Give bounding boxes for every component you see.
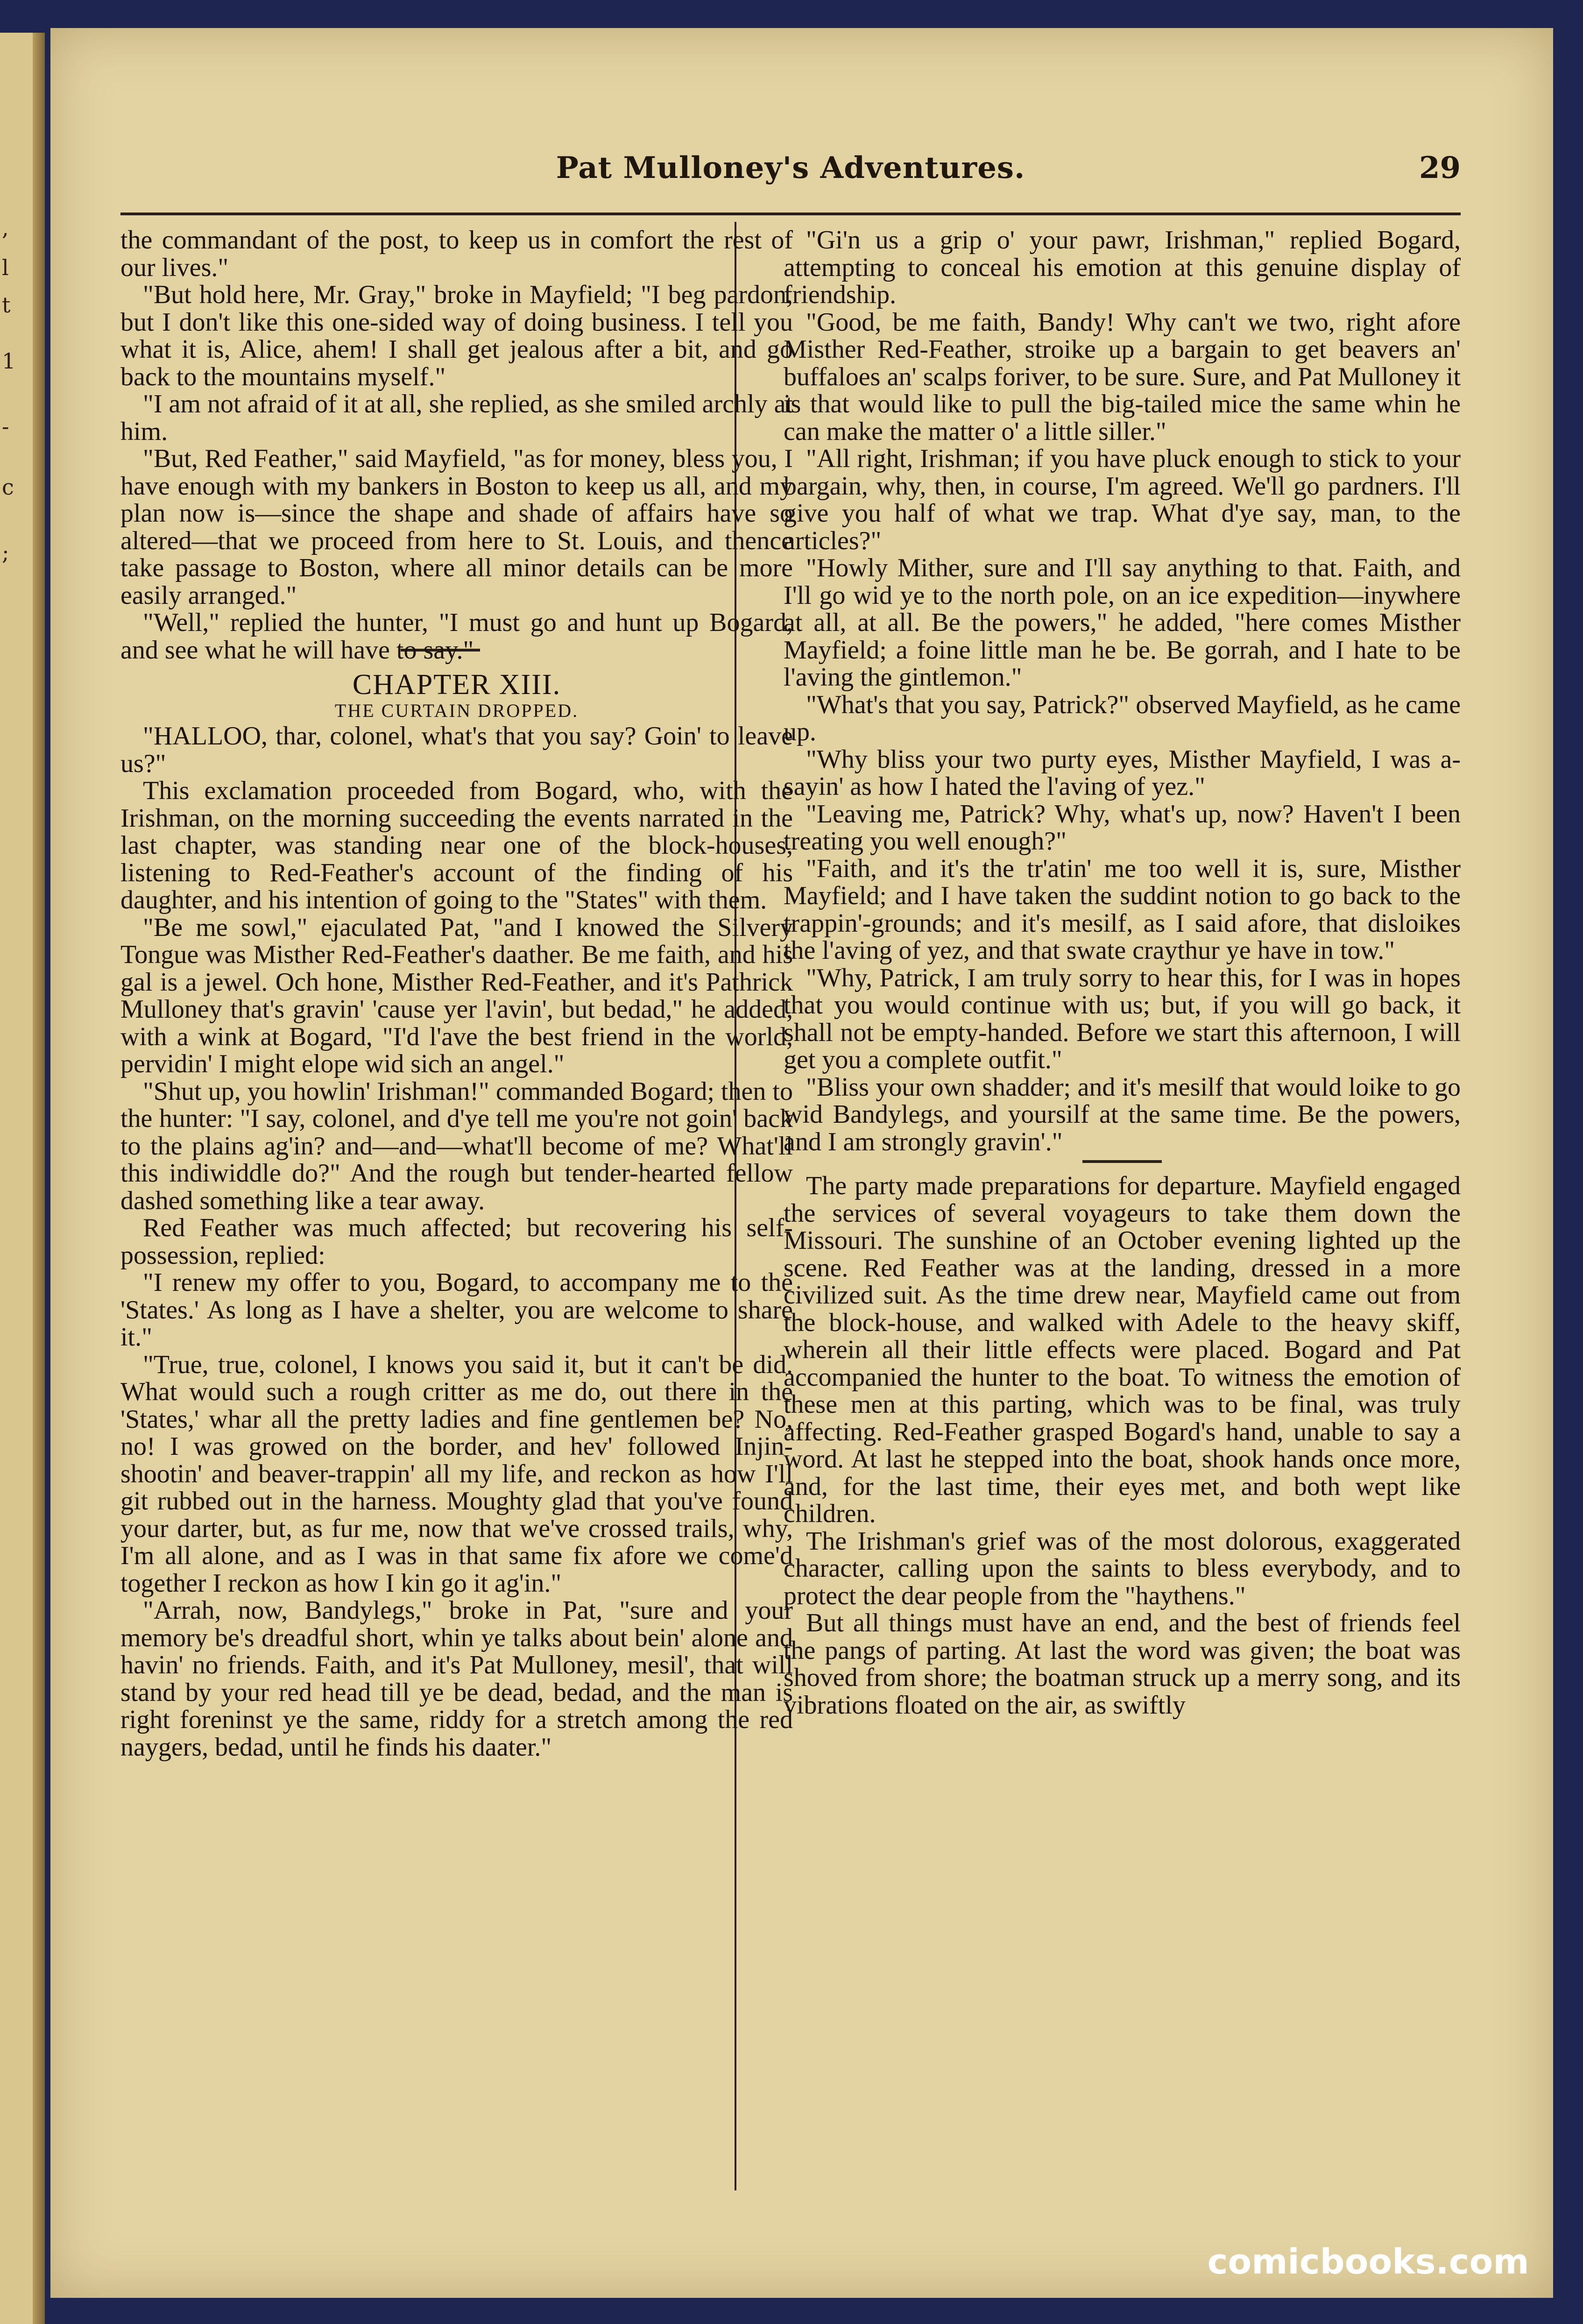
paragraph: "Howly Mither, sure and I'll say anything to that. Faith, and I'll go wid ye to the north pole, on an ice expedition—inywhere at all, at all. Be the powers," he added, "here comes Misther Mayfield; a foine little man he be. Be gorrah, and I hate to be l'aving the gintlemon."	[784, 553, 1461, 692]
section-rule	[1082, 1160, 1162, 1163]
book-page	[50, 28, 1553, 2298]
paragraph: "Good, be me faith, Bandy! Why can't we two, right afore Misther Red-Feather, stroike up a bargain to get beavers an' buffaloes an' scalps foriver, to be sure. Sure, and Pat Mulloney it is that would like to pull the big-tailed mice the same whin he can make the matter o' a little siller."	[784, 307, 1461, 446]
paragraph: "I am not afraid of it at all, she replied, as she smiled archly at him.	[120, 390, 793, 446]
paragraph: "But, Red Feather," said Mayfield, "as for money, bless you, I have enough with my bankers in Boston to keep us all, and my plan now is—since the shape and shade of affairs have so altered—that we proceed from here to St. Louis, and thence take passage to Boston, where all minor details can be more easily arranged."	[120, 444, 793, 610]
paragraph: "Bliss your own shadder; and it's mesilf that would loike to go wid Bandylegs, and yoursilf at the same time. Be the powers, and I am strongly gravin'."	[784, 1072, 1461, 1156]
margin-mark: t	[2, 292, 11, 318]
chapter-subtitle: THE CURTAIN DROPPED.	[334, 700, 579, 721]
right-column	[784, 227, 1461, 1719]
paragraph: But all things must have an end, and the best of friends feel the pangs of parting. At last the word was given; the boat was shoved from shore; the boatman struck up a merry song, and its vibrations floated on the air, as swiftly	[784, 1608, 1461, 1720]
paragraph: "Leaving me, Patrick? Why, what's up, now? Haven't I been treating you well enough?"	[784, 799, 1461, 856]
margin-mark: l	[2, 255, 9, 280]
page-header	[120, 150, 1461, 197]
left-column	[120, 227, 793, 1761]
paragraph: "Shut up, you howlin' Irishman!" commanded Bogard; then to the hunter: "I say, colonel, and d'ye tell me you're not goin' back to the plains ag'in? and—and—what'll become of me? What'll this indiwiddle do?" And the rough but tender-hearted fellow dashed something like a tear away.	[120, 1077, 793, 1215]
paragraph: This exclamation proceeded from Bogard, who, with the Irishman, on the morning succeeding the events narrated in the last chapter, was standing near one of the block-houses, listening to Red-Feather's account of the finding of his daughter, and his intention of going to the "States" with them.	[120, 776, 793, 914]
paragraph: "Faith, and it's the tr'atin' me too well it is, sure, Misther Mayfield; and I have taken the suddint notion to go back to the trappin'-grounds; and it's mesilf, as I said afore, that disloikes the l'aving of yez, and that swate craythur ye have in tow."	[784, 854, 1461, 965]
paragraph: the commandant of the post, to keep us in comfort the rest of our lives."	[120, 226, 793, 282]
margin-mark: ;	[2, 540, 9, 565]
paragraph: The party made preparations for departure. Mayfield engaged the services of several voyageurs to take them down the Missouri. The sunshine of an October evening lighted up the scene. Red Feather was at the landing, dressed in a more civilized suit. As the time drew near, Mayfield came out from the block-house, and walked with Adele to the heavy skiff, wherein all their little effects were placed. Bogard and Pat accompanied the hunter to the boat. To witness the emotion of these men at this parting, which was to be final, was truly affecting. Red-Feather grasped Bogard's hand, unable to say a word. At last he stepped into the boat, shook hands once more, and, for the last time, their eyes met, and both wept like children.	[784, 1171, 1461, 1528]
paragraph: "What's that you say, Patrick?" observed Mayfield, as he came up.	[784, 690, 1461, 746]
chapter-title: CHAPTER XIII.	[352, 669, 561, 701]
paragraph: "HALLOO, thar, colonel, what's that you say? Goin' to leave us?"	[120, 722, 793, 778]
margin-mark: ,	[2, 215, 9, 241]
paragraph: "Why, Patrick, I am truly sorry to hear this, for I was in hopes that you would continue with us; but, if you will go back, it shall not be empty-handed. Before we start this afternoon, I will get you a complete outfit."	[784, 963, 1461, 1074]
paragraph: Red Feather was much affected; but recovering his self-possession, replied:	[120, 1213, 793, 1270]
paragraph: "I renew my offer to you, Bogard, to accompany me to the 'States.' As long as I have a shelter, you are welcome to share it."	[120, 1268, 793, 1352]
margin-mark: 1	[2, 348, 16, 374]
paragraph: "Gi'n us a grip o' your pawr, Irishman," replied Bogard, attempting to conceal his emotion at this genuine display of friendship.	[784, 226, 1461, 309]
paragraph: "Be me sowl," ejaculated Pat, "and I knowed the Silvery Tongue was Misther Red-Feather's daather. Be me faith, and his gal is a jewel. Och hone, Misther Red-Feather, and it's Pathrick Mulloney that's gravin' 'cause yer l'avin', but bedad," he added, with a wink at Bogard, "I'd l'ave the best friend in the world, pervidin' I might elope wid sich an angel."	[120, 913, 793, 1078]
header-rule	[120, 213, 1461, 215]
paragraph: "All right, Irishman; if you have pluck enough to stick to your bargain, why, then, in course, I'm agreed. We'll go pardners. I'll give you half of what we trap. What d'ye say, man, to the articles?"	[784, 444, 1461, 555]
page-number: 29	[1419, 150, 1461, 185]
paragraph: "Why bliss your two purty eyes, Misther Mayfield, I was a-sayin' as how I hated the l'aving of yez."	[784, 744, 1461, 801]
paragraph: The Irishman's grief was of the most dolorous, exaggerated character, calling upon the saints to bless everybody, and to protect the dear people from the "haythens."	[784, 1526, 1461, 1610]
margin-mark: c	[2, 475, 14, 500]
paragraph: "But hold here, Mr. Gray," broke in Mayfield; "I beg pardon, but I don't like this one-sided way of doing business. I tell you what it is, Alice, ahem! I shall get jealous after a bit, and go back to the mountains myself."	[120, 280, 793, 391]
watermark: comicbooks.com	[1207, 2242, 1529, 2282]
binding-gutter	[33, 33, 45, 2324]
paragraph: "Well," replied the hunter, "I must go and hunt up Bogard, and see what he will have to say."	[120, 608, 793, 665]
paragraph: "Arrah, now, Bandylegs," broke in Pat, "sure and your memory be's dreadful short, whin ye talks about bein' alone and havin' no friends. Faith, and it's Pat Mulloney, mesil', that will stand by your red head till ye be dead, bedad, and the man is right foreninst ye the same, riddy for a stretch among the red naygers, bedad, until he finds his daater."	[120, 1596, 793, 1762]
paragraph: "True, true, colonel, I knows you said it, but it can't be did. What would such a rough critter as me do, out there in the 'States,' whar all the pretty ladies and fine gentlemen be? No, no! I was growed on the border, and hev' followed Injin-shootin' and beaver-trappin' all my life, and reckon as how I'll git rubbed out in the harness. Moughty glad that you've found your darter, but, as fur me, now that we've crossed trails, why, I'm all alone, and as I was in that same fix afore we come'd together I reckon as how I kin go it ag'in."	[120, 1350, 793, 1598]
binding-edge	[0, 33, 45, 2324]
running-title: Pat Mulloney's Adventures.	[556, 150, 1025, 185]
margin-mark: -	[2, 414, 9, 439]
